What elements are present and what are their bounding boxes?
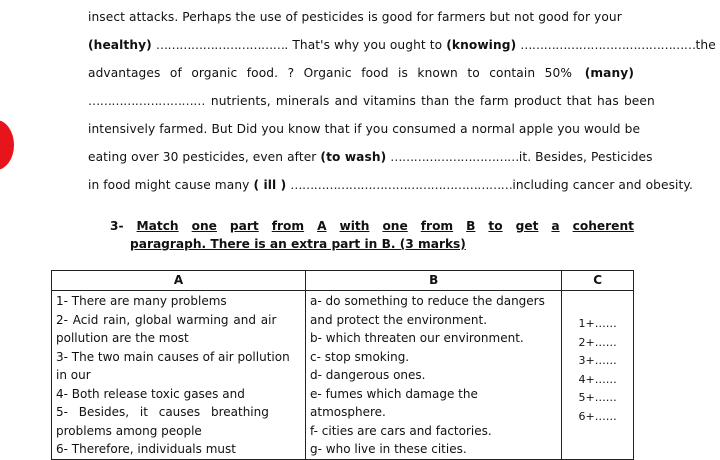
column-header-c: C <box>562 271 634 291</box>
instruction-line-2 <box>110 235 634 253</box>
blank-4[interactable]: …………………………… <box>390 150 519 164</box>
list-item: 6- Therefore, individuals must <box>56 442 236 456</box>
instruction-word: with <box>339 219 370 233</box>
word-healthy: (healthy) <box>88 38 152 52</box>
line-text: the <box>695 38 716 52</box>
blank-3[interactable]: ………………………… <box>88 94 205 108</box>
paragraph-line-6 <box>88 143 653 171</box>
exercise-3-instruction <box>110 217 634 253</box>
table-row <box>52 291 634 460</box>
answer-blank[interactable]: 4+…… <box>578 372 617 386</box>
paragraph-line-3 <box>88 59 634 87</box>
list-item: in our <box>56 368 91 382</box>
list-item: 1- There are many problems <box>56 294 227 308</box>
line-text: it. Besides, Pesticides <box>518 150 653 164</box>
blank-5[interactable]: ………………………………………………… <box>290 178 513 192</box>
list-item: 3- The two main causes of air pollution <box>56 349 290 364</box>
line-text: . That's why you ought to <box>284 38 443 52</box>
line-text: nutrients, minerals and vitamins than the farm product that has been <box>210 94 655 108</box>
answer-blank[interactable]: 6+…… <box>578 409 617 423</box>
instruction-text: paragraph. There is an extra part in B. (3 marks) <box>130 237 466 251</box>
blank-2[interactable]: ……………………………………… <box>520 38 696 52</box>
column-c-cell <box>562 291 634 460</box>
list-item: f- cities are cars and factories. <box>310 423 492 438</box>
instruction-word: Match <box>136 219 179 233</box>
list-item: 4- Both release toxic gases and <box>56 386 245 401</box>
instruction-word: one <box>382 219 408 233</box>
red-margin-mark <box>0 120 14 170</box>
column-b-cell <box>306 291 562 460</box>
line-text: advantages of organic food. ? Organic food is known to contain 50% <box>88 66 573 80</box>
column-header-b: B <box>306 271 562 291</box>
paragraph-line-1 <box>88 3 634 31</box>
instruction-word: one <box>191 219 217 233</box>
paragraph-line-7 <box>88 171 693 199</box>
word-ill: ( ill ) <box>253 178 287 192</box>
list-item: 5- Besides, it causes breathing <box>56 405 269 419</box>
word-knowing: (knowing) <box>446 38 517 52</box>
instruction-word: B <box>466 219 476 233</box>
list-item: c- stop smoking. <box>310 349 410 364</box>
paragraph-line-2 <box>88 31 716 59</box>
instruction-word: a <box>551 219 560 233</box>
list-item: 2- Acid rain, global warming and air <box>56 312 277 327</box>
line-text: eating over 30 pesticides, even after <box>88 150 317 164</box>
answer-blank[interactable]: 5+…… <box>578 391 617 404</box>
blank-1[interactable]: …………………………… <box>155 38 285 52</box>
instruction-word: A <box>317 219 327 233</box>
list-item: d- dangerous ones. <box>310 368 426 382</box>
reading-paragraph <box>88 3 716 199</box>
instruction-word: from <box>420 219 454 233</box>
matching-table <box>51 270 634 460</box>
list-item: g- who live in these cities. <box>310 442 467 456</box>
line-text: intensively farmed. But Did you know that if you consumed a normal apple you would be <box>88 122 641 136</box>
instruction-word: get <box>515 219 539 233</box>
paragraph-line-5 <box>88 115 641 143</box>
list-item: and protect the environment. <box>310 312 488 327</box>
instruction-word: coherent <box>572 219 634 233</box>
answer-blank[interactable]: 2+…… <box>578 335 617 349</box>
exercise-number: 3- <box>110 219 124 233</box>
column-header-a: A <box>52 271 306 291</box>
instruction-word: from <box>271 219 305 233</box>
word-to-wash: (to wash) <box>320 150 387 164</box>
list-item: b- which threaten our environment. <box>310 331 524 345</box>
answer-blank[interactable]: 3+…… <box>578 354 617 367</box>
word-many: (many) <box>584 66 634 80</box>
paragraph-line-4 <box>88 87 655 115</box>
list-item: problems among people <box>56 423 202 438</box>
table-header-row <box>52 271 634 291</box>
list-item: pollution are the most <box>56 331 189 345</box>
answer-blank[interactable]: 1+…… <box>578 317 617 330</box>
line-text: insect attacks. Perhaps the use of pesticides is good for farmers but not good for your <box>88 10 622 24</box>
instruction-word: part <box>229 219 259 233</box>
instruction-word: to <box>488 219 503 233</box>
instruction-line-1 <box>110 217 634 235</box>
line-text: including cancer and obesity. <box>512 178 693 192</box>
list-item: e- fumes which damage the atmosphere. <box>310 386 478 419</box>
column-a-cell <box>52 291 306 460</box>
line-text: in food might cause many <box>88 178 250 192</box>
list-item: a- do something to reduce the dangers <box>310 294 545 308</box>
